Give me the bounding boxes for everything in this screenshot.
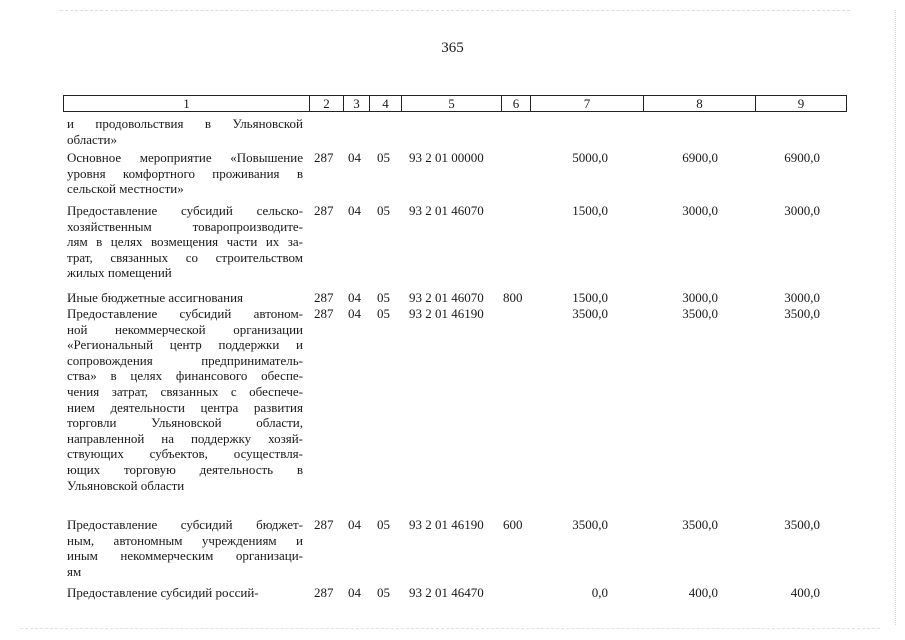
table-header-row <box>63 95 847 112</box>
section-code: 04 <box>348 203 361 218</box>
target-article-code: 93 2 01 46070 <box>409 290 484 305</box>
ministry-code: 287 <box>314 585 334 600</box>
description-line: Предоставление субсидий бюджет- <box>67 517 303 532</box>
description-line: Предоставление субсидий россий- <box>67 585 259 600</box>
scan-edge-top <box>60 10 850 11</box>
row-description <box>67 116 303 147</box>
description-line: ствующих субъектов, осуществля- <box>67 446 303 462</box>
amount-col-9: 3000,0 <box>784 290 820 305</box>
subsection-code: 05 <box>377 203 390 218</box>
header-col-6: 6 <box>502 96 531 111</box>
page-number: 365 <box>441 40 464 56</box>
target-article-code: 93 2 01 46190 <box>409 517 484 532</box>
header-col-7: 7 <box>531 96 644 111</box>
ministry-code: 287 <box>314 517 334 532</box>
section-code: 04 <box>348 290 361 305</box>
amount-col-7: 3500,0 <box>572 517 608 532</box>
description-line: уровня комфортного проживания в <box>67 165 303 181</box>
description-line: ства» в целях финансового обеспе- <box>67 368 303 384</box>
header-col-9: 9 <box>797 96 805 111</box>
amount-col-8: 400,0 <box>688 585 718 600</box>
description-line: лям в целях возмещения части их за- <box>67 234 303 250</box>
section-code: 04 <box>348 517 361 532</box>
header-col-2: 2 <box>310 96 344 111</box>
description-line: ной некоммерческой организации <box>67 321 303 337</box>
amount-col-8: 3000,0 <box>682 203 718 218</box>
description-line: ным, автономным учреждениям и <box>67 532 303 548</box>
header-col-5: 5 <box>402 96 502 111</box>
description-line: Ульяновской области <box>67 477 185 493</box>
expense-type-code: 600 <box>503 517 523 532</box>
description-line: Иные бюджетные ассигнования <box>67 290 244 305</box>
description-line: области» <box>67 131 117 147</box>
target-article-code: 93 2 01 46470 <box>409 585 484 600</box>
description-line: и продовольствия в Ульяновской <box>67 116 303 131</box>
description-line: чения затрат, связанных с обеспече- <box>67 383 303 399</box>
amount-col-9: 3500,0 <box>784 517 820 532</box>
amount-col-7: 1500,0 <box>572 290 608 305</box>
description-line: Предоставление субсидий сельско- <box>67 203 303 218</box>
target-article-code: 93 2 01 46070 <box>409 203 484 218</box>
amount-col-9: 400,0 <box>790 585 820 600</box>
row-description <box>67 585 303 601</box>
subsection-code: 05 <box>377 290 390 305</box>
ministry-code: 287 <box>314 290 334 305</box>
description-line: сельской местности» <box>67 181 184 197</box>
expense-type-code: 800 <box>503 290 523 305</box>
description-line: жилых помещений <box>67 265 172 281</box>
description-line: ям <box>67 563 82 579</box>
description-line: Основное мероприятие «Повышение <box>67 150 303 165</box>
row-description <box>67 517 303 579</box>
amount-col-8: 3500,0 <box>682 306 718 321</box>
ministry-code: 287 <box>314 203 334 218</box>
target-article-code: 93 2 01 00000 <box>409 150 484 165</box>
ministry-code: 287 <box>314 306 334 321</box>
amount-col-8: 6900,0 <box>682 150 718 165</box>
description-line: хозяйственным товаропроизводите- <box>67 218 303 234</box>
description-line: ющих торговую деятельность в <box>67 461 303 477</box>
description-line: Предоставление субсидий автоном- <box>67 306 303 321</box>
amount-col-9: 6900,0 <box>784 150 820 165</box>
amount-col-8: 3000,0 <box>682 290 718 305</box>
subsection-code: 05 <box>377 150 390 165</box>
row-description <box>67 290 303 306</box>
amount-col-9: 3000,0 <box>784 203 820 218</box>
amount-col-7: 3500,0 <box>572 306 608 321</box>
subsection-code: 05 <box>377 585 390 600</box>
target-article-code: 93 2 01 46190 <box>409 306 484 321</box>
header-col-1: 1 <box>64 96 310 111</box>
description-line: направленной на поддержку хозяй- <box>67 430 303 446</box>
description-line: сопровождения предприниматель- <box>67 352 303 368</box>
header-col-3: 3 <box>344 96 370 111</box>
section-code: 04 <box>348 585 361 600</box>
row-description <box>67 150 303 197</box>
description-line: нием деятельности центра развития <box>67 399 303 415</box>
section-code: 04 <box>348 306 361 321</box>
row-description <box>67 203 303 281</box>
ministry-code: 287 <box>314 150 334 165</box>
subsection-code: 05 <box>377 517 390 532</box>
description-line: торговли Ульяновской области, <box>67 415 303 431</box>
section-code: 04 <box>348 150 361 165</box>
description-line: трат, связанных со строительством <box>67 249 303 265</box>
amount-col-7: 0,0 <box>591 585 608 600</box>
amount-col-7: 5000,0 <box>572 150 608 165</box>
amount-col-8: 3500,0 <box>682 517 718 532</box>
description-line: иным некоммерческим организаци- <box>67 548 303 564</box>
scan-edge-bottom <box>20 628 880 629</box>
header-col-8: 8 <box>644 96 756 111</box>
amount-col-7: 1500,0 <box>572 203 608 218</box>
header-col-4: 4 <box>370 96 402 111</box>
scan-edge-right <box>895 10 896 625</box>
row-description <box>67 306 303 493</box>
amount-col-9: 3500,0 <box>784 306 820 321</box>
subsection-code: 05 <box>377 306 390 321</box>
description-line: «Региональный центр поддержки и <box>67 337 303 353</box>
